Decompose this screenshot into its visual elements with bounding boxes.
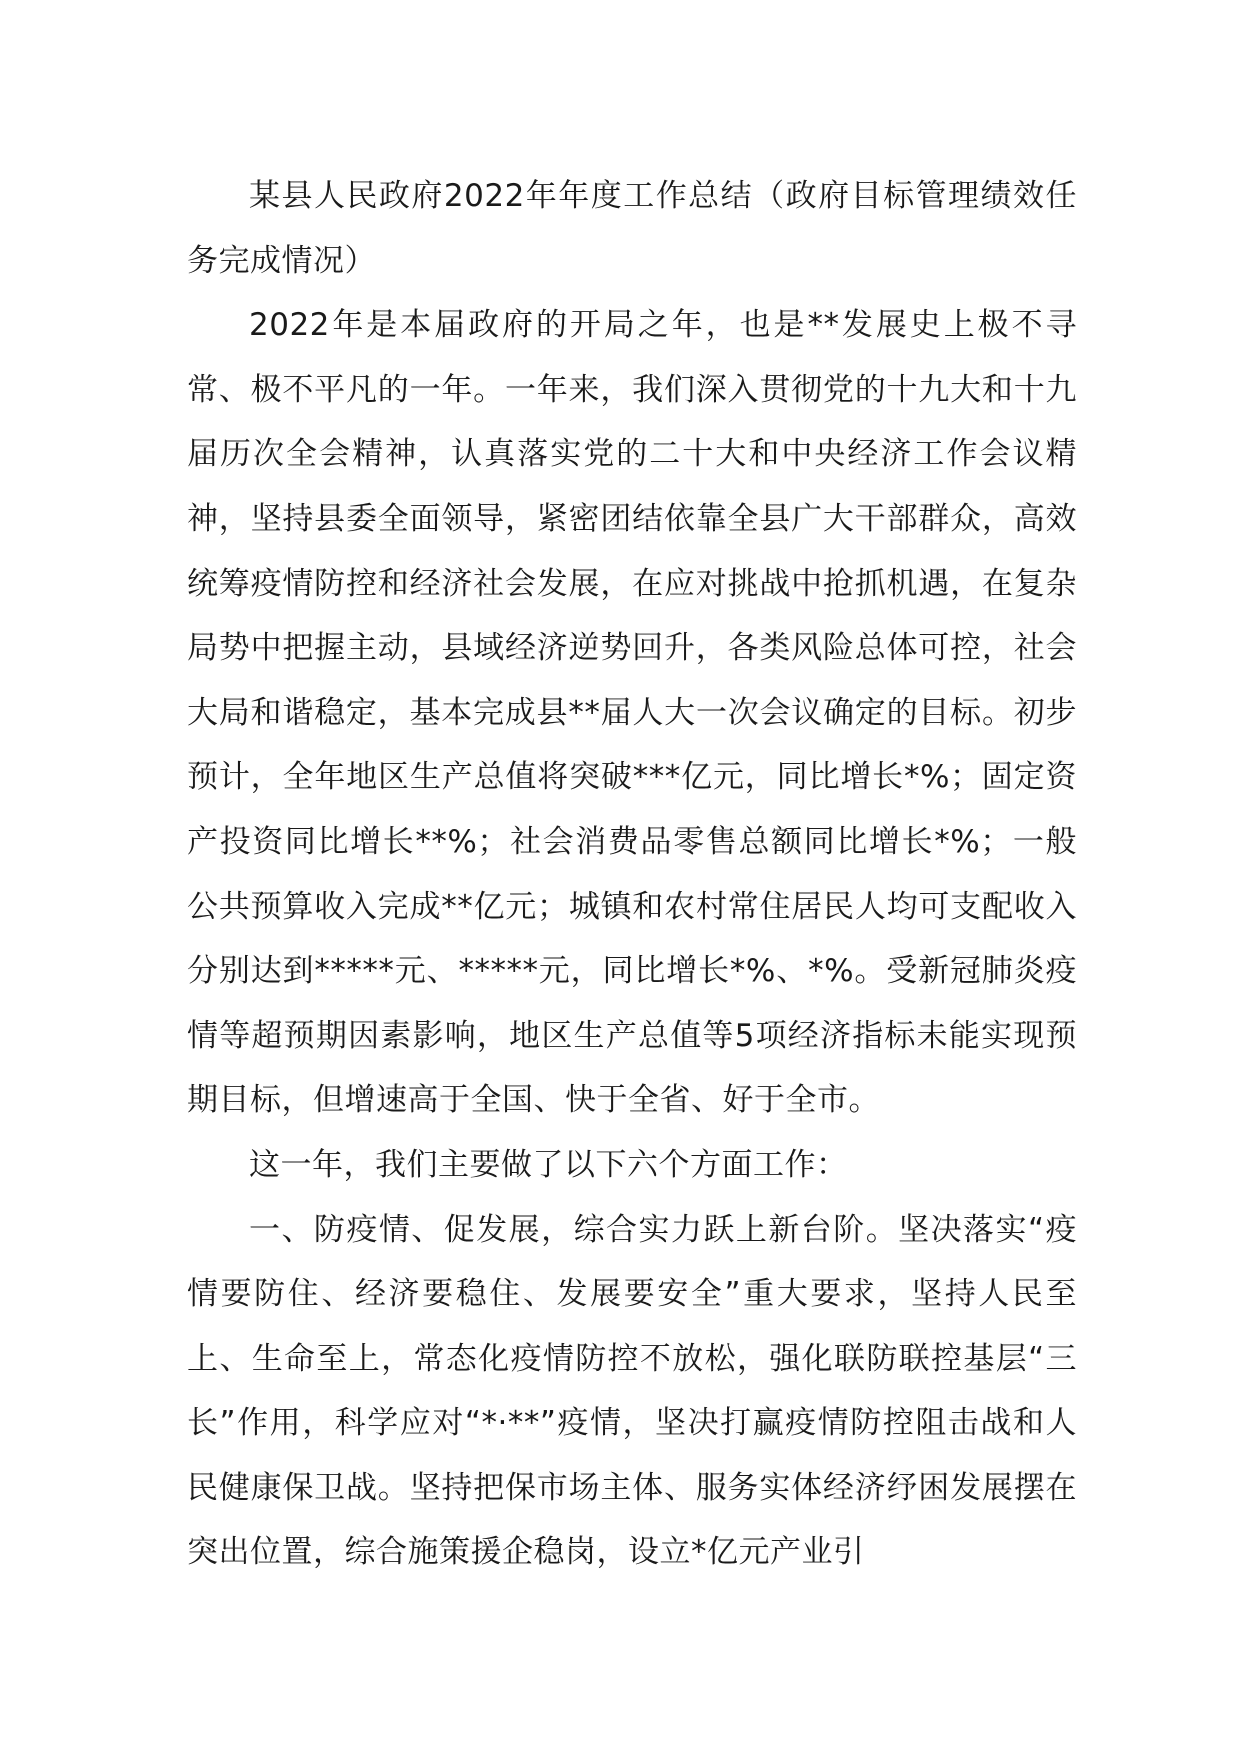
paragraph-overview: 这一年，我们主要做了以下六个方面工作： xyxy=(249,1146,848,1183)
paragraph-section-one: 一、防疫情、促发展，综合实力跃上新台阶。坚决落实“疫情要防住、经济要稳住、发展要安全”重大要求，坚持人民至上、生命至上，常态化疫情防控不放松，强化联防联控基层“三长”作用，科学应对“*·**”疫情，坚决打赢疫情防控阻击战和人民健康保卫战。坚持把保市场主体、服务实体经济纾困发展摆在突出位置，综合施策援企稳岗，设立*亿元产业引 xyxy=(187,1211,1077,1571)
document-body xyxy=(187,164,1077,1585)
document-title: 某县人民政府2022年年度工作总结（政府目标管理绩效任务完成情况） xyxy=(187,178,1077,279)
paragraph-intro: 2022年是本届政府的开局之年，也是**发展史上极不寻常、极不平凡的一年。一年来，我们深入贯彻党的十九大和十九届历次全会精神，认真落实党的二十大和中央经济工作会议精神，坚持县委全面领导，紧密团结依靠全县广大干部群众，高效统筹疫情防控和经济社会发展，在应对挑战中抢抓机遇，在复杂局势中把握主动，县域经济逆势回升，各类风险总体可控，社会大局和谐稳定，基本完成县**届人大一次会议确定的目标。初步预计，全年地区生产总值将突破***亿元，同比增长*%；固定资产投资同比增长**%；社会消费品零售总额同比增长*%；一般公共预算收入完成**亿元；城镇和农村常住居民人均可支配收入分别达到*****元、*****元，同比增长*%、*%。受新冠肺炎疫情等超预期因素影响，地区生产总值等5项经济指标未能实现预期目标，但增速高于全国、快于全省、好于全市。 xyxy=(187,307,1077,1119)
